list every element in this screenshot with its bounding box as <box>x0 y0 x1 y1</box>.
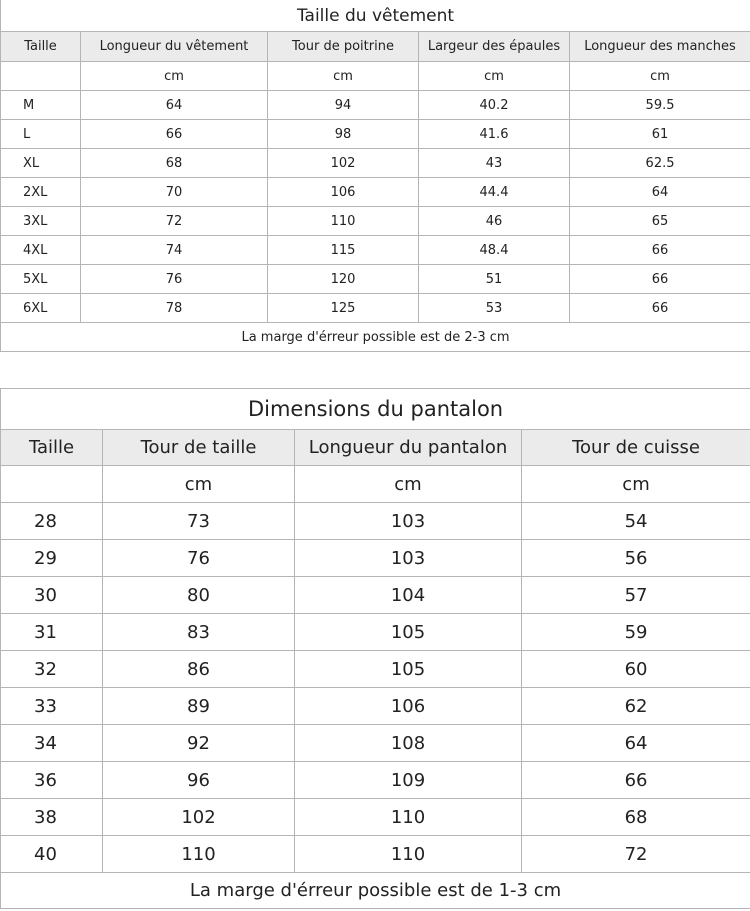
value-cell: 66 <box>81 120 268 149</box>
column-header: Taille <box>1 32 81 62</box>
table-row <box>1 120 750 149</box>
value-cell: 65 <box>570 207 750 236</box>
table-row <box>1 91 750 120</box>
column-header: Tour de taille <box>103 430 295 466</box>
value-cell: 60 <box>522 651 750 688</box>
column-header: Taille <box>1 430 103 466</box>
table-row <box>1 503 750 540</box>
unit-cell: cm <box>295 466 522 503</box>
pants-error-note: La marge d'érreur possible est de 1-3 cm <box>1 873 750 909</box>
value-cell: 76 <box>103 540 295 577</box>
unit-cell: cm <box>522 466 750 503</box>
value-cell: 72 <box>522 836 750 873</box>
value-cell: 105 <box>295 651 522 688</box>
value-cell: 51 <box>419 265 570 294</box>
value-cell: 53 <box>419 294 570 323</box>
size-cell: M <box>1 91 81 120</box>
unit-cell <box>1 62 81 91</box>
table-row <box>1 207 750 236</box>
value-cell: 54 <box>522 503 750 540</box>
value-cell: 40.2 <box>419 91 570 120</box>
value-cell: 70 <box>81 178 268 207</box>
value-cell: 125 <box>268 294 419 323</box>
value-cell: 108 <box>295 725 522 762</box>
unit-cell: cm <box>570 62 750 91</box>
value-cell: 46 <box>419 207 570 236</box>
size-cell: 34 <box>1 725 103 762</box>
table-row <box>1 577 750 614</box>
value-cell: 92 <box>103 725 295 762</box>
table-row <box>1 265 750 294</box>
value-cell: 110 <box>295 836 522 873</box>
size-cell: 38 <box>1 799 103 836</box>
size-cell: 33 <box>1 688 103 725</box>
value-cell: 66 <box>570 236 750 265</box>
size-cell: 28 <box>1 503 103 540</box>
value-cell: 109 <box>295 762 522 799</box>
value-cell: 56 <box>522 540 750 577</box>
column-header: Longueur du vêtement <box>81 32 268 62</box>
size-cell: 4XL <box>1 236 81 265</box>
column-header: Longueur des manches <box>570 32 750 62</box>
value-cell: 44.4 <box>419 178 570 207</box>
value-cell: 57 <box>522 577 750 614</box>
table-row <box>1 762 750 799</box>
table-row <box>1 178 750 207</box>
value-cell: 102 <box>103 799 295 836</box>
clothing-table-title: Taille du vêtement <box>1 0 750 32</box>
table-row <box>1 799 750 836</box>
value-cell: 80 <box>103 577 295 614</box>
column-header: Longueur du pantalon <box>295 430 522 466</box>
value-cell: 59 <box>522 614 750 651</box>
table-row <box>1 725 750 762</box>
value-cell: 48.4 <box>419 236 570 265</box>
value-cell: 41.6 <box>419 120 570 149</box>
value-cell: 66 <box>570 265 750 294</box>
value-cell: 76 <box>81 265 268 294</box>
size-cell: 30 <box>1 577 103 614</box>
size-cell: 40 <box>1 836 103 873</box>
value-cell: 62.5 <box>570 149 750 178</box>
table-row <box>1 236 750 265</box>
pants-table-title: Dimensions du pantalon <box>1 389 750 430</box>
pants-size-table <box>0 388 750 909</box>
size-cell: 31 <box>1 614 103 651</box>
value-cell: 103 <box>295 540 522 577</box>
value-cell: 68 <box>81 149 268 178</box>
value-cell: 105 <box>295 614 522 651</box>
value-cell: 64 <box>570 178 750 207</box>
value-cell: 43 <box>419 149 570 178</box>
value-cell: 104 <box>295 577 522 614</box>
value-cell: 110 <box>103 836 295 873</box>
value-cell: 66 <box>522 762 750 799</box>
table-row <box>1 651 750 688</box>
value-cell: 62 <box>522 688 750 725</box>
table-row <box>1 688 750 725</box>
value-cell: 59.5 <box>570 91 750 120</box>
value-cell: 102 <box>268 149 419 178</box>
table-row <box>1 149 750 178</box>
value-cell: 74 <box>81 236 268 265</box>
unit-cell: cm <box>419 62 570 91</box>
table-row <box>1 836 750 873</box>
size-cell: 2XL <box>1 178 81 207</box>
value-cell: 98 <box>268 120 419 149</box>
column-header: Largeur des épaules <box>419 32 570 62</box>
value-cell: 89 <box>103 688 295 725</box>
table-row <box>1 294 750 323</box>
clothing-size-table <box>0 0 750 352</box>
size-cell: 36 <box>1 762 103 799</box>
value-cell: 72 <box>81 207 268 236</box>
column-header: Tour de poitrine <box>268 32 419 62</box>
value-cell: 86 <box>103 651 295 688</box>
size-cell: 6XL <box>1 294 81 323</box>
size-cell: 32 <box>1 651 103 688</box>
value-cell: 110 <box>268 207 419 236</box>
column-header: Tour de cuisse <box>522 430 750 466</box>
value-cell: 64 <box>81 91 268 120</box>
unit-cell: cm <box>103 466 295 503</box>
value-cell: 106 <box>268 178 419 207</box>
clothing-error-note: La marge d'érreur possible est de 2-3 cm <box>1 323 750 352</box>
size-cell: XL <box>1 149 81 178</box>
size-cell: 29 <box>1 540 103 577</box>
value-cell: 78 <box>81 294 268 323</box>
unit-cell <box>1 466 103 503</box>
unit-cell: cm <box>81 62 268 91</box>
value-cell: 110 <box>295 799 522 836</box>
value-cell: 83 <box>103 614 295 651</box>
table-row <box>1 540 750 577</box>
size-cell: L <box>1 120 81 149</box>
value-cell: 96 <box>103 762 295 799</box>
value-cell: 115 <box>268 236 419 265</box>
size-cell: 3XL <box>1 207 81 236</box>
value-cell: 94 <box>268 91 419 120</box>
size-cell: 5XL <box>1 265 81 294</box>
value-cell: 66 <box>570 294 750 323</box>
value-cell: 73 <box>103 503 295 540</box>
value-cell: 64 <box>522 725 750 762</box>
table-row <box>1 614 750 651</box>
unit-cell: cm <box>268 62 419 91</box>
value-cell: 106 <box>295 688 522 725</box>
value-cell: 68 <box>522 799 750 836</box>
value-cell: 103 <box>295 503 522 540</box>
value-cell: 61 <box>570 120 750 149</box>
value-cell: 120 <box>268 265 419 294</box>
